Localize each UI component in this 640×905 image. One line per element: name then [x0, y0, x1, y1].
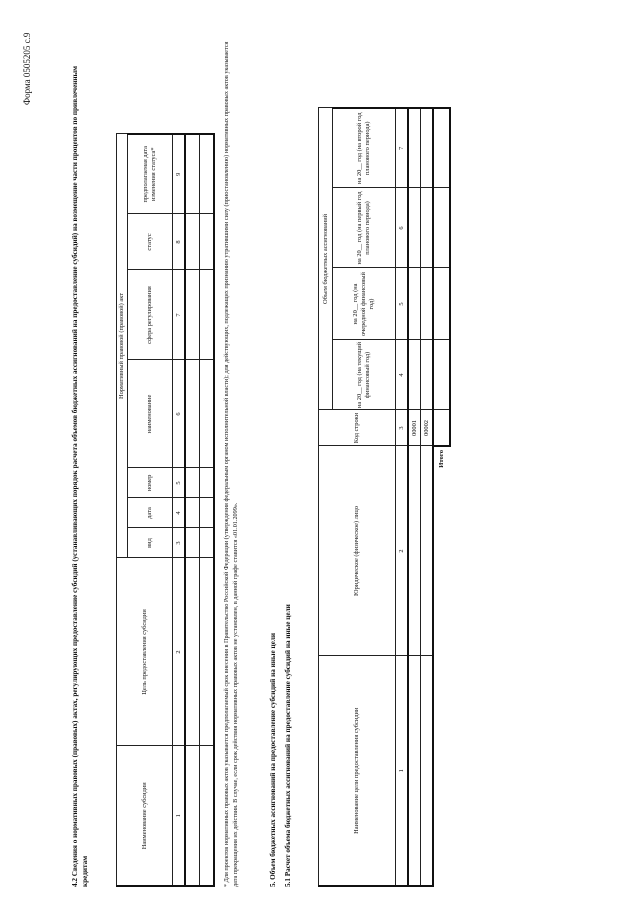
table-cell — [185, 746, 200, 886]
blank-cell — [408, 24, 421, 108]
section-4-2-heading: 4.2 Сведения о нормативных правовых (правовых) актах, регулирующих предоставление субсидий (устанавливающих порядок расчета объемов бюджетных ассигнований на предоставление субсидий) на возмещение части процентов по привлеченным кредитам — [71, 65, 89, 887]
total-label: Итого — [438, 450, 445, 468]
header-title: наименование — [128, 360, 173, 468]
header-volume-group: Объем бюджетных ассигнований — [319, 108, 333, 410]
table-cell — [408, 340, 421, 410]
col-number: 6 — [173, 360, 186, 468]
table-cell — [421, 108, 434, 188]
header-next-year: на 20__ год (на очередной финансовый год) — [333, 268, 396, 340]
table-cell — [421, 340, 434, 410]
header-goal: Цель предоставления субсидии — [117, 558, 173, 746]
total-row — [433, 24, 450, 886]
col-number: 1 — [173, 746, 186, 886]
blank-cell — [117, 24, 173, 134]
col-number: 4 — [396, 340, 409, 410]
table-cell — [408, 108, 421, 188]
blank-cell — [173, 24, 186, 134]
table-cell — [185, 468, 200, 498]
table-cell — [433, 268, 450, 340]
table-cell — [433, 340, 450, 410]
col-number: 6 — [396, 188, 409, 268]
col-number: 3 — [396, 410, 409, 446]
header-date: дата — [128, 498, 173, 528]
table-row — [200, 24, 215, 886]
col-number: 7 — [173, 270, 186, 360]
footnote: * Для проектов нормативных правовых актов указывается предполагаемый срок внесения в Правительство Российской Федерации (утверждения федеральным органом исполнительной власти); для действующих, подлежащих признанию утратившими силу (приостановлению) нормативных правовых актов указывается дата прекращения их действия. В случае, если срок действия нормативных правовых актов не установлен, в данной графе ставится «01.01.2099». — [223, 41, 239, 887]
regulatory-acts-table — [116, 24, 215, 887]
table-cell — [185, 360, 200, 468]
row-code: 00001 — [408, 410, 421, 446]
table-cell — [200, 360, 215, 468]
header-status: статус — [128, 214, 173, 270]
table-row — [421, 24, 434, 886]
table-cell — [433, 410, 450, 446]
header-second-plan-year: на 20__ год (на второй год планового периода) — [333, 108, 396, 188]
header-act-group: Нормативный правовой (правовой) акт — [117, 134, 128, 558]
table-cell — [200, 214, 215, 270]
col-number: 4 — [173, 498, 186, 528]
col-number: 2 — [396, 446, 409, 656]
section-5-1-heading: 5.1 Расчет объема бюджетных ассигнований на предоставление субсидий на иные цели — [284, 604, 292, 887]
header-type: вид — [128, 528, 173, 558]
table-cell — [421, 446, 434, 656]
table-cell — [408, 268, 421, 340]
col-number: 5 — [173, 468, 186, 498]
table-cell — [408, 188, 421, 268]
table-cell — [200, 558, 215, 746]
col-number: 2 — [173, 558, 186, 746]
table-cell — [185, 270, 200, 360]
header-subsidy-name: Наименование субсидии — [117, 746, 173, 886]
table-row — [185, 24, 200, 886]
table-cell — [200, 270, 215, 360]
table-cell — [200, 746, 215, 886]
section-5-heading: 5. Объем бюджетных ассигнований на предоставление субсидий на иные цели — [269, 632, 277, 887]
col-number: 7 — [396, 108, 409, 188]
table-cell — [408, 656, 421, 886]
blank-cell — [433, 24, 450, 108]
table-cell — [421, 188, 434, 268]
blank-cell — [200, 24, 215, 134]
table-cell — [185, 134, 200, 214]
col-number: 5 — [396, 268, 409, 340]
table-cell — [433, 108, 450, 188]
table-cell — [421, 656, 434, 886]
table-cell — [421, 268, 434, 340]
table-cell — [185, 498, 200, 528]
blank-cell — [433, 656, 450, 886]
col-number: 1 — [396, 656, 409, 886]
header-current-year: на 20__ год (на текущий финансовый год) — [333, 340, 396, 410]
table-cell — [433, 188, 450, 268]
col-number: 9 — [173, 134, 186, 214]
header-number: номер — [128, 468, 173, 498]
table-row — [408, 24, 421, 886]
table-cell — [200, 134, 215, 214]
table-cell — [408, 446, 421, 656]
col-number: 8 — [173, 214, 186, 270]
budget-allocation-table — [318, 24, 451, 887]
header-first-plan-year: на 20__ год (на первый год планового периода) — [333, 188, 396, 268]
header-goal-name: Наименование цели предоставления субсидии — [319, 656, 396, 886]
blank-cell — [319, 24, 396, 108]
header-row-code: Код строки — [319, 410, 396, 446]
blank-cell — [185, 24, 200, 134]
table-cell — [185, 214, 200, 270]
row-code: 00002 — [421, 410, 434, 446]
table-cell — [200, 468, 215, 498]
form-number: Форма 0505205 с.9 — [22, 32, 32, 105]
blank-cell — [396, 24, 409, 108]
header-entity: Юридическое (физическое) лицо — [319, 446, 396, 656]
header-scope: сфера регулирования — [128, 270, 173, 360]
table-cell — [200, 498, 215, 528]
table-cell — [185, 558, 200, 746]
col-number: 3 — [173, 528, 186, 558]
header-status-date: предполагаемая дата изменения статуса* — [128, 134, 173, 214]
table-cell — [200, 528, 215, 558]
blank-cell — [421, 24, 434, 108]
table-cell — [185, 528, 200, 558]
